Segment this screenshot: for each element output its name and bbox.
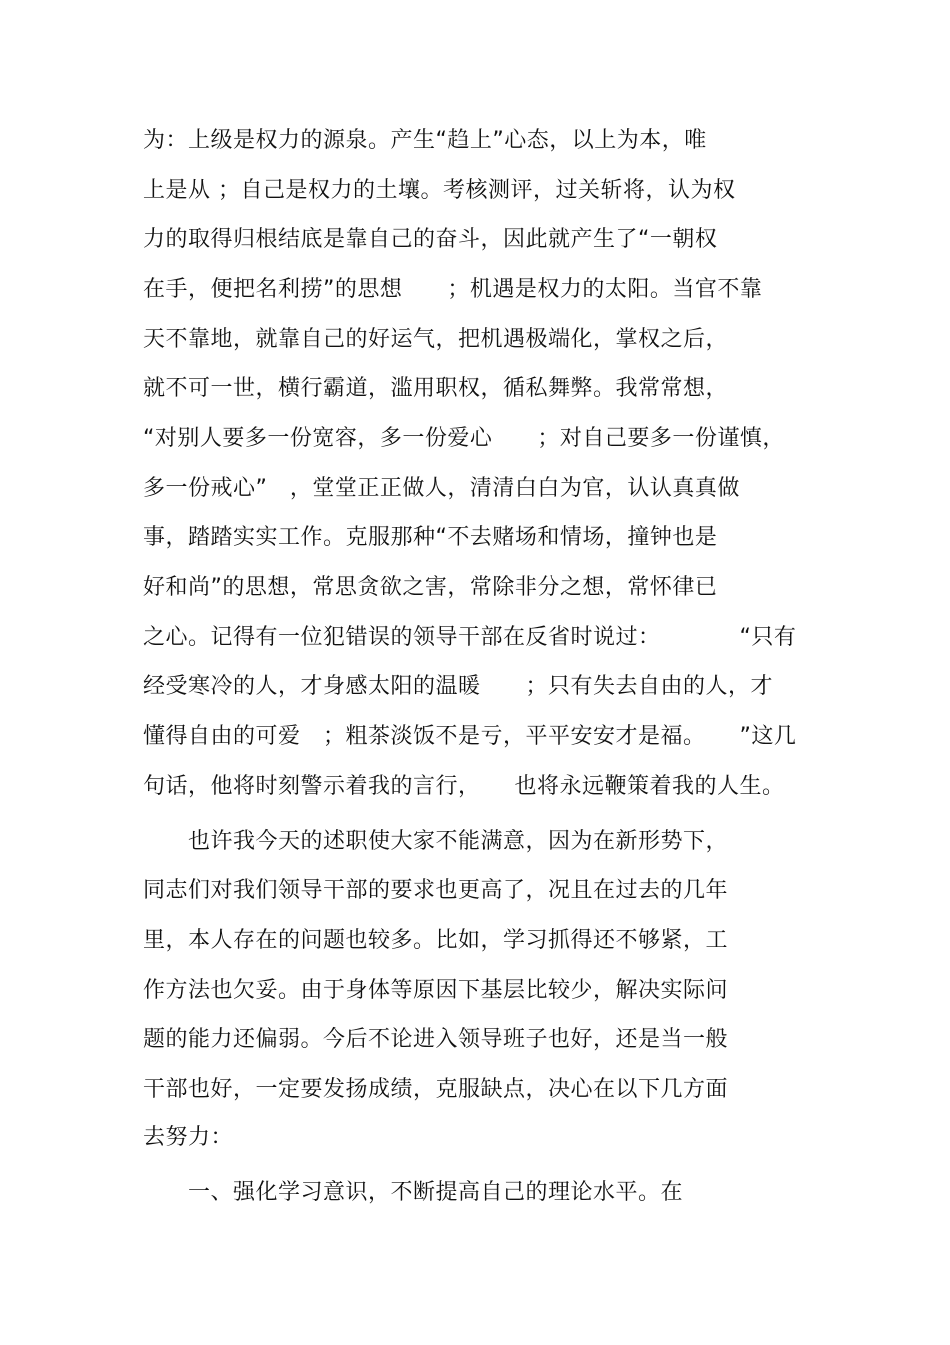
text-line: 力的取得归根结底是靠自己的奋斗，因此就产生了“一朝权	[143, 227, 718, 252]
text-line: 懂得自由的可爱 ；粗茶淡饭不是亏，平平安安才是福。 ”这几	[143, 724, 797, 749]
text-line: 里，本人存在的问题也较多。比如，学习抓得还不够紧，工	[143, 928, 729, 953]
text-line: 事，踏踏实实工作。克服那种“不去赌场和情场，撞钟也是	[143, 525, 718, 550]
text-line: 上是从 ；自己是权力的土壤。考核测评，过关斩将，认为权	[143, 178, 736, 203]
text-line: 去努力：	[143, 1125, 234, 1150]
text-line: 就不可一世，横行霸道，滥用职权，循私舞弊。我常常想，	[143, 376, 729, 401]
text-line: 经受寒冷的人，才身感太阳的温暖 ；只有失去自由的人，才	[143, 674, 774, 699]
text-line: 天不靠地，就靠自己的好运气，把机遇极端化，掌权之后，	[143, 327, 729, 352]
text-line: 在手，便把名利捞”的思想 ；机遇是权力的太阳。当官不靠	[143, 277, 763, 302]
text-line: 题的能力还偏弱。今后不论进入领导班子也好，还是当一般	[143, 1027, 729, 1052]
paragraph-start-line: 也许我今天的述职使大家不能满意，因为在新形势下，	[143, 829, 729, 854]
text-line: 多一份戒心” ，堂堂正正做人，清清白白为官，认认真真做	[143, 476, 740, 501]
text-line: “对别人要多一份宽容，多一份爱心 ；对自己要多一份谨慎，	[143, 426, 785, 451]
text-line: 作方法也欠妥。由于身体等原因下基层比较少，解决实际问	[143, 978, 729, 1003]
text-line: 为：上级是权力的源泉。产生“趋上”心态，以上为本，唯	[143, 128, 707, 153]
text-line: 之心。记得有一位犯错误的领导干部在反省时说过： “只有	[143, 625, 797, 650]
section-heading-line: 一、强化学习意识，不断提高自己的理论水平。在	[143, 1180, 684, 1205]
text-line: 干部也好，一定要发扬成绩，克服缺点，决心在以下几方面	[143, 1077, 729, 1102]
text-line: 好和尚”的思想，常思贪欲之害，常除非分之想，常怀律已	[143, 575, 718, 600]
text-line: 同志们对我们领导干部的要求也更高了，况且在过去的几年	[143, 878, 729, 903]
text-line: 句话，他将时刻警示着我的言行， 也将永远鞭策着我的人生。	[143, 774, 785, 799]
